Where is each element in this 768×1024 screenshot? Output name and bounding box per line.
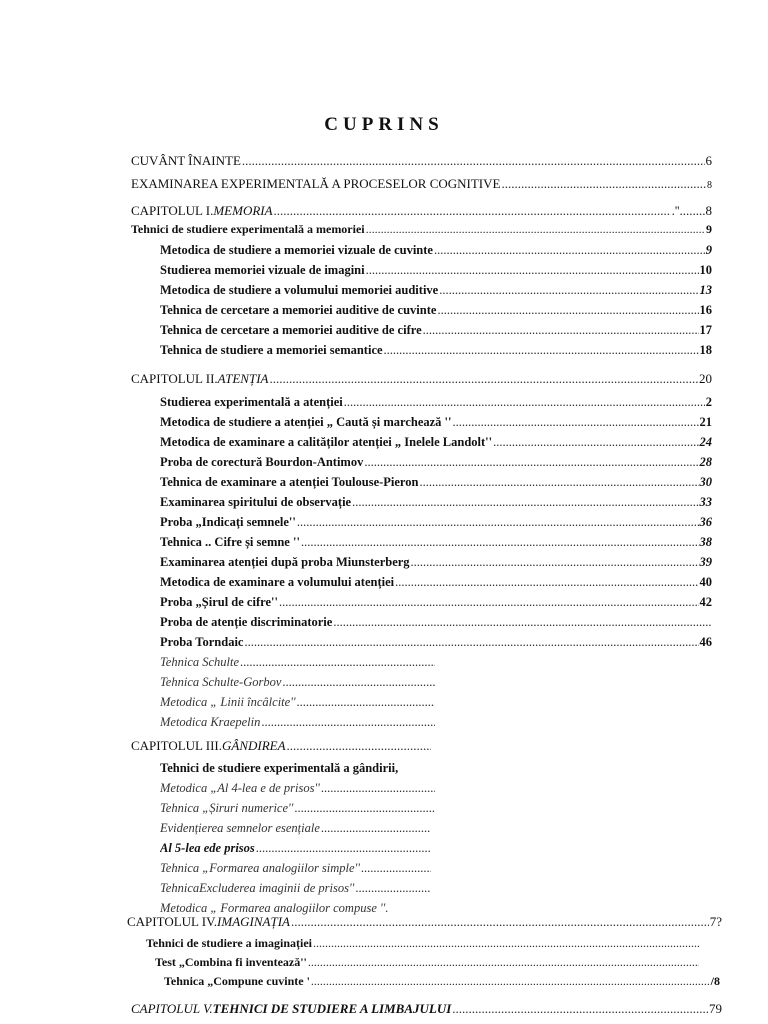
toc-entry-italic: ATENȚIA — [217, 371, 269, 386]
dot-leader — [361, 859, 431, 877]
toc-entry-text: Evidențierea semnelor esențiale — [160, 821, 320, 835]
toc-entry — [160, 341, 712, 359]
toc-entry-text: Proba de corectură Bourdon-Antimov — [160, 455, 364, 469]
page-number: 7? — [709, 914, 722, 929]
toc-entry-label — [155, 953, 307, 971]
dot-leader — [493, 433, 698, 451]
toc-entry-label — [160, 553, 410, 571]
toc-entry-text: CAPITOLUL II. — [131, 371, 218, 386]
page-number: 36 — [699, 515, 712, 529]
dot-leader — [256, 839, 431, 857]
toc-entry-label — [160, 799, 293, 817]
dot-leader — [453, 413, 699, 431]
toc-entry — [160, 473, 712, 491]
toc-entry-text: Tehnici de studiere experimentală a gândirii, — [160, 761, 399, 775]
toc-entry-label — [160, 533, 300, 551]
dot-leader — [333, 613, 711, 631]
toc-entry — [131, 1000, 722, 1018]
toc-entry-label — [160, 653, 239, 671]
toc-entry — [160, 633, 712, 651]
toc-entry-text: CAPITOLUL V. — [131, 1001, 213, 1016]
toc-entry — [155, 953, 700, 971]
page-number: 16 — [699, 303, 712, 317]
dot-leader — [321, 819, 431, 837]
toc-entry-text: Metodica de studiere a atenției „ Caută și marchează '' — [160, 415, 452, 429]
toc-entry-label — [160, 613, 332, 631]
toc-entry — [160, 819, 432, 837]
toc-entry — [160, 533, 712, 551]
page-number: 39 — [699, 555, 712, 569]
toc-entry-text: Tehnica de examinare a atenției Toulouse-Pieron — [160, 475, 419, 489]
toc-entry-label — [160, 693, 296, 711]
toc-entry-text: Tehnici de studiere a imaginației — [146, 936, 313, 950]
toc-entry-text: Metodica de studiere a volumului memoriei auditive — [160, 283, 439, 297]
dot-leader — [282, 673, 435, 691]
toc-entry-text: Studierea memoriei vizuale de imagini — [160, 263, 365, 277]
dot-leader — [434, 241, 705, 259]
toc-entry-label — [160, 241, 433, 259]
dot-leader — [244, 633, 698, 651]
page-number: 30 — [699, 475, 712, 489]
toc-entry-label — [164, 972, 310, 990]
toc-entry-label — [160, 713, 260, 731]
page-number: 46 — [699, 635, 712, 649]
toc-entry-label — [160, 413, 452, 431]
dot-leader — [240, 653, 435, 671]
toc-entry — [131, 175, 712, 193]
dot-leader — [274, 202, 671, 220]
toc-entry-label — [160, 433, 492, 451]
toc-entry-label — [160, 779, 320, 797]
toc-entry-text: Metodica de studiere a memoriei vizuale de cuvinte — [160, 243, 433, 257]
toc-entry-label — [160, 393, 343, 411]
page-number: 13 — [699, 283, 712, 297]
toc-entry — [160, 553, 712, 571]
toc-entry-text: Proba Torndaic — [160, 635, 244, 649]
toc-entry-text: CAPITOLUL III. — [131, 738, 222, 753]
toc-entry-label — [160, 513, 296, 531]
page-number: 28 — [699, 455, 712, 469]
page-number: .''........8 — [671, 203, 712, 218]
toc-entry-text: Tehnica Schulte — [160, 655, 240, 669]
toc-entry-label — [160, 573, 394, 591]
toc-entry-label — [160, 321, 422, 339]
toc-entry-label — [160, 301, 436, 319]
toc-entry-label — [131, 220, 365, 238]
page-number: 9 — [705, 243, 712, 257]
toc-entry-text: CUVÂNT ÎNAINTE — [131, 153, 241, 168]
toc-entry — [131, 220, 712, 238]
dot-leader — [384, 341, 699, 359]
toc-entry — [131, 202, 712, 220]
toc-entry-text: TehnicaExcluderea imaginii de prisos'' — [160, 881, 355, 895]
toc-entry-label — [160, 819, 320, 837]
toc-entry-text: Metodica „Al 4-lea e de prisos'' — [160, 781, 320, 795]
toc-entry-label — [160, 879, 354, 897]
dot-leader — [452, 1000, 708, 1018]
toc-entry-label — [160, 859, 360, 877]
toc-entry — [160, 453, 712, 471]
toc-entry-text: Tehnici de studiere experimentală a memoriei — [131, 222, 365, 236]
toc-entry-label — [160, 673, 281, 691]
toc-entry-italic: IMAGINAȚIA — [217, 914, 290, 929]
toc-entry-text: Test „Combina fi inventează'' — [155, 955, 307, 969]
toc-entry-text: EXAMINAREA EXPERIMENTALĂ A PROCESELOR COGNITIVE — [131, 176, 501, 191]
page-number: 33 — [699, 495, 712, 509]
toc-entry-text: Metodica Kraepelin — [160, 715, 261, 729]
toc-entry — [160, 693, 436, 711]
toc-entry — [160, 393, 712, 411]
toc-entry-italic: MEMORIA — [213, 203, 273, 218]
toc-entry-label — [131, 370, 268, 388]
toc-entry — [160, 839, 432, 857]
dot-leader — [297, 513, 699, 531]
toc-entry-text: CAPITOLUL I. — [131, 203, 214, 218]
toc-entry — [146, 934, 700, 952]
toc-entry — [160, 573, 712, 591]
dot-leader — [311, 972, 710, 990]
toc-entry-text: Examinarea atenției după proba Miunsterberg — [160, 555, 410, 569]
dot-leader — [321, 779, 435, 797]
dot-leader — [355, 879, 431, 897]
toc-entry-label — [131, 175, 500, 193]
page-number: 17 — [699, 323, 712, 337]
toc-entry — [131, 370, 712, 388]
toc-entry — [127, 913, 722, 931]
dot-leader — [352, 493, 698, 511]
dot-leader — [366, 220, 705, 238]
dot-leader — [344, 393, 705, 411]
toc-entry-bold: TEHNICI DE STUDIERE A LIMBAJULUI — [212, 1001, 452, 1016]
toc-entry — [131, 152, 712, 170]
toc-entry-label — [160, 341, 383, 359]
dot-leader — [269, 370, 698, 388]
toc-entry — [160, 281, 712, 299]
page-number: 42 — [699, 595, 712, 609]
toc-entry-text: Examinarea spiritului de observație — [160, 495, 352, 509]
toc-entry — [160, 413, 712, 431]
dot-leader — [366, 261, 699, 279]
toc-entry-text: Tehnica „Șiruri numerice'' — [160, 801, 294, 815]
toc-entry — [160, 613, 712, 631]
toc-entry — [160, 799, 436, 817]
toc-entry — [160, 493, 712, 511]
toc-entry-label — [127, 913, 290, 931]
toc-entry — [160, 713, 436, 731]
page-number: 21 — [699, 415, 712, 429]
toc-entry-label — [131, 1000, 451, 1018]
dot-leader — [411, 553, 699, 571]
toc-entry-label — [131, 152, 241, 170]
toc-entry-text: Studierea experimentală a atenției — [160, 395, 343, 409]
page-number: 6 — [705, 153, 712, 168]
toc-entry — [160, 513, 712, 531]
toc-entry-text: Proba de atenție discriminatorie — [160, 615, 333, 629]
toc-entry — [160, 301, 712, 319]
dot-leader — [419, 473, 698, 491]
toc-entry — [160, 779, 436, 797]
toc-entry — [160, 241, 712, 259]
page-number: 2 — [705, 395, 712, 409]
page-number: 9 — [706, 222, 712, 236]
dot-leader — [501, 175, 706, 193]
dot-leader — [287, 737, 431, 755]
dot-leader — [313, 934, 699, 952]
page-number: /8 — [710, 974, 720, 988]
dot-leader — [423, 321, 699, 339]
page-number: 20 — [699, 371, 712, 386]
toc-entry-label — [160, 633, 243, 651]
toc-entry-label — [131, 202, 273, 220]
dot-leader — [395, 573, 698, 591]
toc-entry-label — [160, 839, 255, 857]
dot-leader — [439, 281, 698, 299]
dot-leader — [242, 152, 705, 170]
toc-entry-text: Proba „Indicați semnele'' — [160, 515, 296, 529]
page-number: 18 — [699, 343, 712, 357]
toc-entry-text: Tehnica .. Cifre și semne '' — [160, 535, 300, 549]
page-title: CUPRINS — [324, 114, 444, 135]
toc-entry — [160, 859, 432, 877]
dot-leader — [297, 693, 435, 711]
toc-entry-label — [160, 759, 398, 777]
toc-entry-label — [160, 473, 418, 491]
dot-leader — [279, 593, 699, 611]
toc-entry-text: Tehnica de cercetare a memoriei auditive de cuvinte — [160, 303, 437, 317]
toc-entry-text: Tehnica de studiere a memoriei semantice — [160, 343, 383, 357]
toc-entry — [160, 261, 712, 279]
page-number: 10 — [699, 263, 712, 277]
toc-entry-text: Metodica „ Linii încâlcite'' — [160, 695, 296, 709]
toc-entry-label — [160, 453, 363, 471]
toc-entry-text: Metodica de examinare a calităților atenției „ Inelele Landolt'' — [160, 435, 493, 449]
page-number: 79 — [709, 1001, 722, 1016]
toc-entry-text: Tehnica „Formarea analogiilor simple'' — [160, 861, 360, 875]
toc-entry — [164, 972, 720, 990]
toc-entry-text: CAPITOLUL IV. — [127, 914, 218, 929]
toc-entry-text: Tehnica de cercetare a memoriei auditive de cifre — [160, 323, 422, 337]
toc-entry-label — [160, 493, 351, 511]
page-number: 38 — [699, 535, 712, 549]
toc-entry-text: Proba „Șirul de cifre'' — [160, 595, 278, 609]
toc-entry — [160, 433, 712, 451]
toc-entry-italic: GÂNDIREA — [222, 738, 286, 753]
toc-entry-text: Metodica de examinare a volumului atenției — [160, 575, 395, 589]
toc-entry — [160, 321, 712, 339]
toc-entry-label — [160, 261, 365, 279]
dot-leader — [291, 913, 709, 931]
dot-leader — [437, 301, 698, 319]
dot-leader — [294, 799, 435, 817]
page-number: 40 — [699, 575, 712, 589]
toc-entry-text: Tehnica Schulte-Gorbov — [160, 675, 282, 689]
toc-entry — [160, 653, 436, 671]
page-number: 24 — [699, 435, 712, 449]
toc-entry-text: Metodica „ Formarea analogiilor compuse ''. — [160, 901, 389, 915]
toc-entry — [160, 673, 436, 691]
page-number: 8 — [707, 180, 712, 191]
toc-entry-label — [160, 593, 278, 611]
dot-leader — [364, 453, 698, 471]
toc-entry-text: Tehnica „Compune cuvinte ' — [164, 974, 310, 988]
toc-entry-label — [160, 281, 438, 299]
toc-entry — [160, 879, 432, 897]
dot-leader — [301, 533, 699, 551]
toc-entry — [160, 759, 712, 777]
toc-entry — [131, 737, 432, 755]
toc-entry-text: Al 5-lea ede prisos — [160, 841, 255, 855]
toc-entry-label — [146, 934, 312, 952]
dot-leader — [308, 953, 699, 971]
dot-leader — [261, 713, 435, 731]
toc-entry — [160, 593, 712, 611]
toc-entry-label — [131, 737, 286, 755]
